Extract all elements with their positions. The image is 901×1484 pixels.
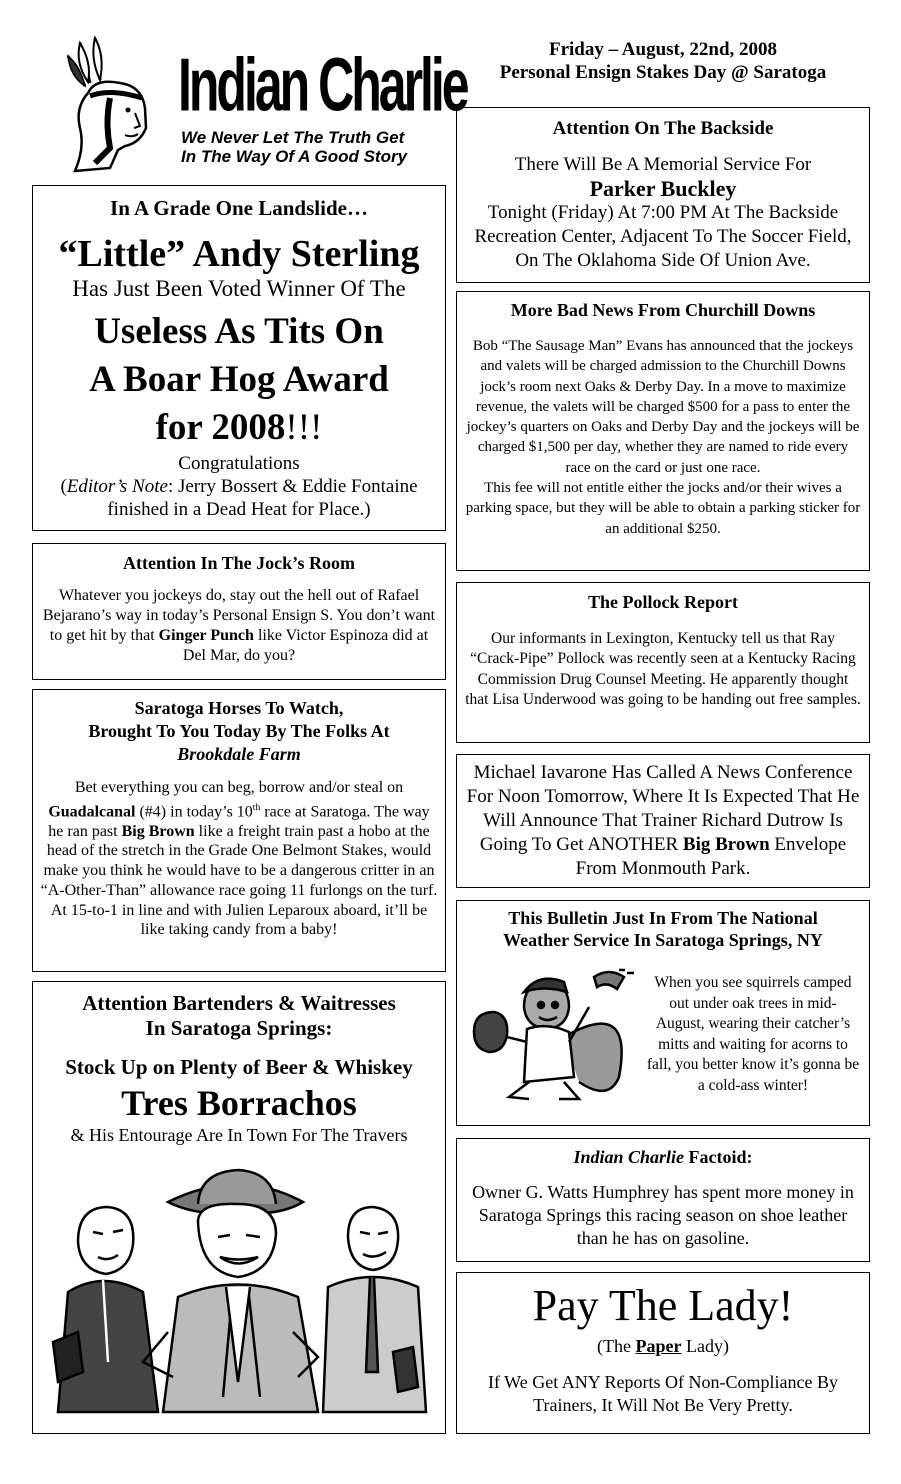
iavarone-bold: Big Brown [682,834,770,855]
iavarone-t1: Michael Iavarone Has Called A News Conference For Noon Tomorrow, Where It Is Expected That He Will Announce That Trainer Richard Dutrow Is Going To Get ANOTHER [466,762,860,855]
jocks-room-text [41,586,437,666]
bartenders-title-2: In Saratoga Springs: [145,1016,333,1040]
award-exclaim: !!! [285,407,323,448]
squirrel-illustration [469,967,639,1107]
award-line-2: A Boar Hog Award [89,359,389,400]
pollock-title: The Pollock Report [588,592,738,612]
backside-title: Attention On The Backside [552,118,774,139]
issue-date: Friday – August, 22nd, 2008 [548,39,778,60]
backside-line-1: There Will Be A Memorial Service For [514,154,812,175]
iavarone-box [456,754,870,888]
factoid-title [465,1146,861,1168]
horses-t3: race at Saratoga. The way he ran past [48,803,430,840]
pay-lady-title: Pay The Lady! [532,1281,794,1330]
editors-note [39,475,439,521]
jocks-bold: Ginger Punch [158,627,254,644]
weather-box [456,900,870,1126]
pollock-box [456,582,870,743]
bartenders-line: & His Entourage Are In Town For The Travers [70,1125,408,1145]
iavarone-text [465,761,861,881]
horses-box [32,689,446,972]
churchill-p2: This fee will not entitle either the jocks and/or their wives a parking space, but they will be able to obtain a parking sticker for an additional $250. [465,480,861,537]
churchill-p1: Bob “The Sausage Man” Evans has announced that the jockeys and valets will be charged admission to the Churchill Downs jock’s room next Oaks & Derby Day. In a move to maximize revenue, the valets will be charged $500 for a pass to enter the jockey’s quarters on Oaks and Derby Day and the jockeys will be charged $1,500 per day, whether they are named to ride every race on the card or just one race. [466,338,860,476]
horses-title-1: Saratoga Horses To Watch, [134,698,344,718]
backside-box [456,107,870,283]
weather-title-1: This Bulletin Just In From The National [508,908,818,928]
jocks-room-box [32,543,446,680]
weather-text: When you see squirrels camped out under oak trees in mid-August, wearing their catcher’s mitts and waiting for acorns to fall, you better know it’s gonna be a cold-ass winter! [646,974,860,1094]
award-line-3 [39,404,439,452]
masthead-title-wrap [178,43,467,127]
factoid-text: Owner G. Watts Humphrey has spent more money in Saratoga Springs this racing season on shoe leather than he has on gasoline. [472,1182,854,1248]
horses-t2: (#4) in today’s 10 [135,803,253,821]
horses-t5: At 15-to-1 in line and with Julien Leparoux aboard, it’ll be like taking candy from a baby! [50,901,428,939]
horses-title-3: Brookdale Farm [177,744,301,764]
churchill-title: More Bad News From Churchill Downs [510,300,816,320]
drunk-men-illustration [48,1162,430,1427]
horses-title-2: Brought To You Today By The Folks At [88,721,390,741]
pay-lady-sub-close: Lady) [681,1336,729,1356]
issue-event: Personal Ensign Stakes Day @ Saratoga [499,62,827,83]
bartenders-stock: Stock Up on Plenty of Beer & Whiskey [65,1055,413,1079]
horses-t1: Bet everything you can beg, borrow and/or steal on [74,779,404,796]
pay-lady-sub-paper: Paper [635,1336,682,1356]
horses-b2: Big Brown [121,822,195,840]
tagline-line-2: In The Way Of A Good Story [181,147,408,166]
horses-b1: Guadalcanal [48,803,136,821]
horses-text [39,778,439,901]
weather-title-2: Weather Service In Saratoga Springs, NY [503,930,823,950]
churchill-box [456,291,870,571]
iavarone-t2: Envelope From Monmouth Park. [575,834,847,879]
pay-lady-sub-open: (The [597,1336,636,1356]
horses-t4: like a freight train past a hobo at the head of the stretch in the Grade One Belmont Stakes, would make you think he would have to be a dangerous critter in an “A-Other-Than” allowance race going 11 furlongs on the turf. [40,822,438,899]
jocks-room-title: Attention In The Jock’s Room [122,553,355,573]
jocks-text-2: like Victor Espinoza did at Del Mar, do you? [182,627,429,664]
landslide-box [32,185,446,531]
factoid-title-rest: Factoid: [684,1147,753,1167]
landslide-name: “Little” Andy Sterling [58,233,420,275]
backside-text: Tonight (Friday) At 7:00 PM At The Backside Recreation Center, Adjacent To The Soccer Field, On The Oklahoma Side Of Union Ave. [474,202,852,271]
pollock-text: Our informants in Lexington, Kentucky tell us that Ray “Crack-Pipe” Pollock was recently seen at a Kentucky Racing Commission Drug Counsel Meeting. He apparently thought that Lisa Underwood was going to be handing out free samples. [465,630,861,708]
tagline-line-1: We Never Let The Truth Get [181,128,405,147]
note-label: Editor’s Note [66,476,168,497]
bartenders-box [32,981,446,1434]
masthead-tagline [181,128,407,166]
tres-borrachos: Tres Borrachos [121,1083,357,1123]
pay-lady-box [456,1272,870,1434]
congrats: Congratulations [178,453,300,474]
landslide-intro: In A Grade One Landslide… [110,196,368,220]
award-line-1: Useless As Tits On [94,311,384,352]
backside-name: Parker Buckley [589,176,737,201]
landslide-line: Has Just Been Voted Winner Of The [72,276,406,301]
jocks-text-1: Whatever you jockeys do, stay out the hell out of Rafael Bejarano’s way in today’s Personal Ensign S. You don’t want to get hit by that [42,587,436,644]
horses-sup: th [252,801,261,813]
note-text: : Jerry Bossert & Eddie Fontaine finished in a Dead Heat for Place.) [107,476,418,520]
issue-info [456,38,870,84]
award-year: for 2008 [155,407,286,448]
pay-lady-sub [465,1335,861,1357]
factoid-title-italic: Indian Charlie [573,1147,685,1167]
indian-head-illustration [50,38,168,173]
bartenders-title-1: Attention Bartenders & Waitresses [82,991,396,1015]
factoid-box [456,1138,870,1262]
masthead-title: Indian Charlie [178,43,467,127]
note-paren: ( [60,476,67,497]
pay-lady-text: If We Get ANY Reports Of Non-Compliance By Trainers, It Will Not Be Very Pretty. [488,1372,838,1415]
